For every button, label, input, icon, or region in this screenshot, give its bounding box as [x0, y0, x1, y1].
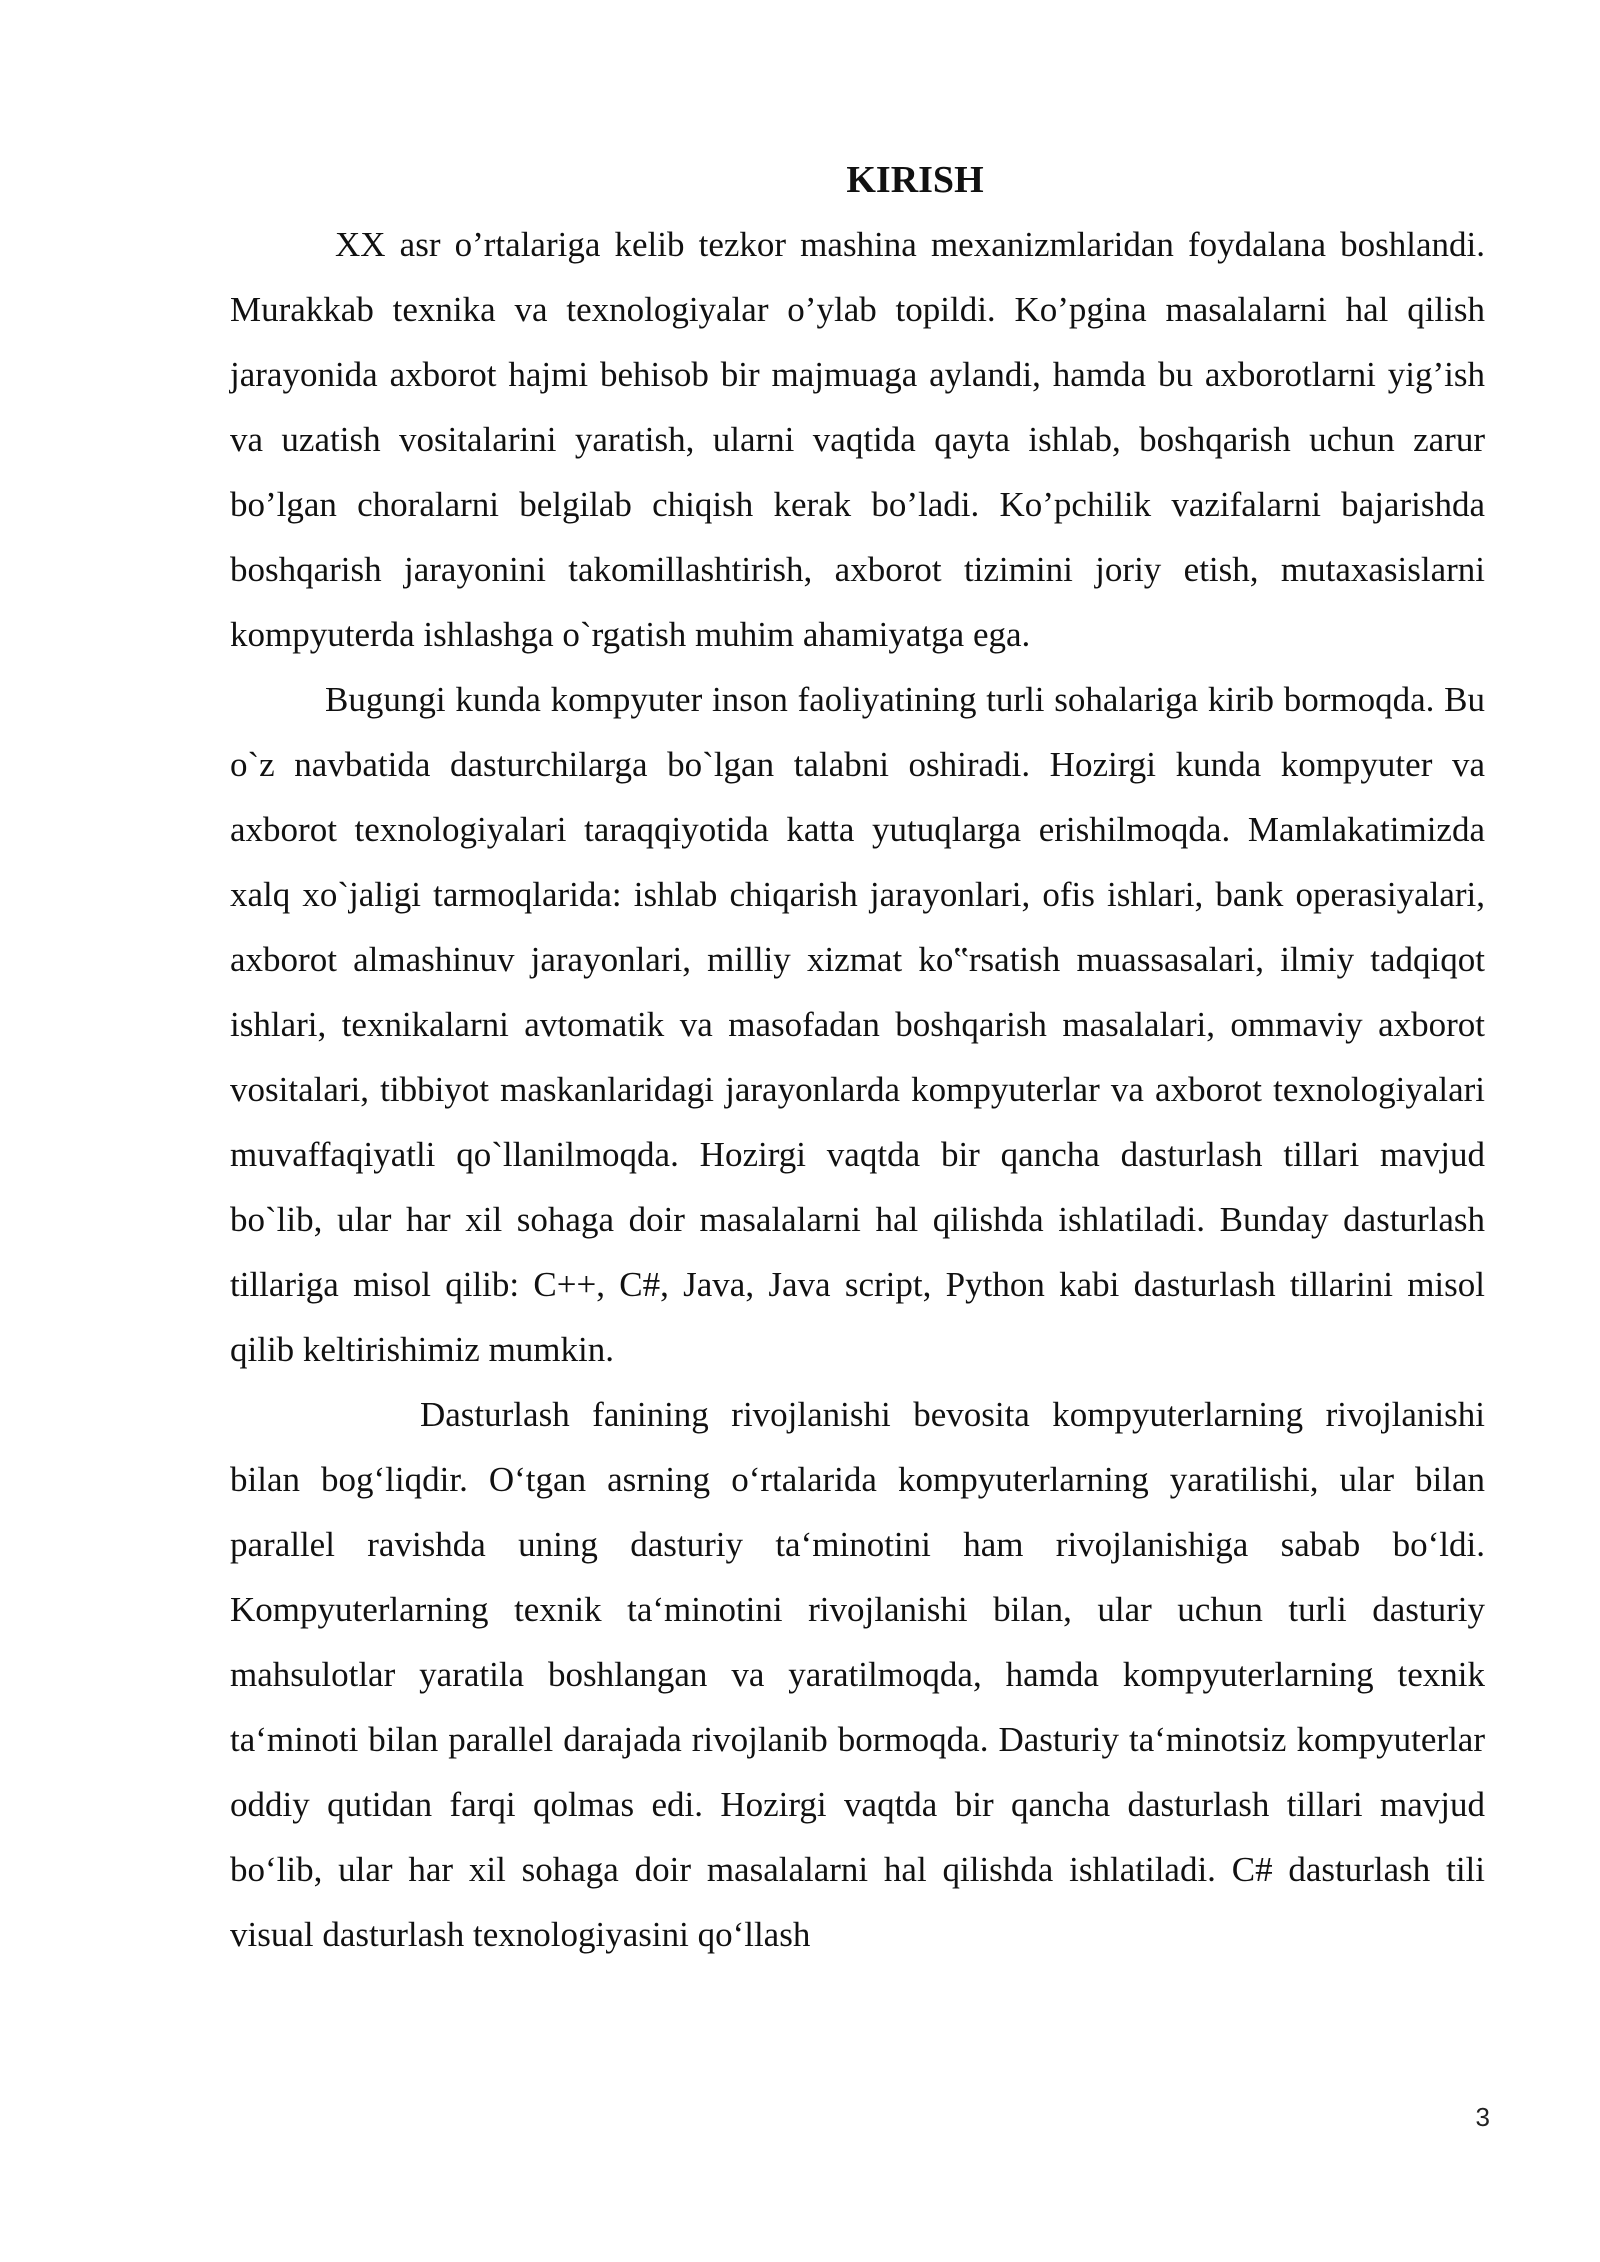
paragraph-2: Bugungi kunda kompyuter inson faoliyatining turli sohalariga kirib bormoqda. Bu o`z navbatida dasturchilarga bo`lgan talabni oshiradi. Hozirgi kunda kompyuter va axborot texnologiyalari taraqqiyotida katta yutuqlarga erishilmoqda. Mamlakatimizda xalq xo`jaligi tarmoqlarida: ishlab chiqarish jarayonlari, ofis ishlari, bank operasiyalari, axborot almashinuv jarayonlari, milliy xizmat ko‟rsatish muassasalari, ilmiy tadqiqot ishlari, texnikalarni avtomatik va masofadan boshqarish masalalari, ommaviy axborot vositalari, tibbiyot maskanlaridagi jarayonlarda kompyuterlar va axborot texnologiyalari muvaffaqiyatli qo`llanilmoqda. Hozirgi vaqtda bir qancha dasturlash tillari mavjud bo`lib, ular har xil sohaga doir masalalarni hal qilishda ishlatiladi. Bunday dasturlash tillariga misol qilib: C++, C#, Java, Java script, Python kabi dasturlash tillarini misol qilib keltirishimiz mumkin. — [230, 680, 1485, 1369]
paragraph-1: XX asr o’rtalariga kelib tezkor mashina mexanizmlaridan foydalana boshlandi. Murakkab texnika va texnologiyalar o’ylab topildi. Ko’pgina masalalarni hal qilish jarayonida axborot hajmi behisob bir majmuaga aylandi, hamda bu axborotlarni yig’ish va uzatish vositalarini yaratish, ularni vaqtida qayta ishlab, boshqarish uchun zarur bo’lgan choralarni belgilab chiqish kerak bo’ladi. Ko’pchilik vazifalarni bajarishda boshqarish jarayonini takomillashtirish, axborot tizimini joriy etish, mutaxasislarni kompyuterda ishlashga o`rgatish muhim ahamiyatga ega. — [230, 225, 1485, 654]
section-title: KIRISH — [846, 159, 984, 201]
paragraph-3: Dasturlash fanining rivojlanishi bevosita kompyuterlarning rivojlanishi bilan bog‘liqdir. O‘tgan asrning o‘rtalarida kompyuterlarning yaratilishi, ular bilan parallel ravishda uning dasturiy ta‘minotini ham rivojlanishiga sabab bo‘ldi. Kompyuterlarning texnik ta‘minotini rivojlanishi bilan, ular uchun turli dasturiy mahsulotlar yaratila boshlangan va yaratilmoqda, hamda kompyuterlarning texnik ta‘minoti bilan parallel darajada rivojlanib bormoqda. Dasturiy ta‘minotsiz kompyuterlar oddiy qutidan farqi qolmas edi. Hozirgi vaqtda bir qancha dasturlash tillari mavjud bo‘lib, ular har xil sohaga doir masalalarni hal qilishda ishlatiladi. C# dasturlash tili visual dasturlash texnologiyasini qo‘llash — [230, 1395, 1485, 1954]
page-number: 3 — [1475, 2102, 1490, 2132]
page-content — [230, 150, 1485, 1967]
